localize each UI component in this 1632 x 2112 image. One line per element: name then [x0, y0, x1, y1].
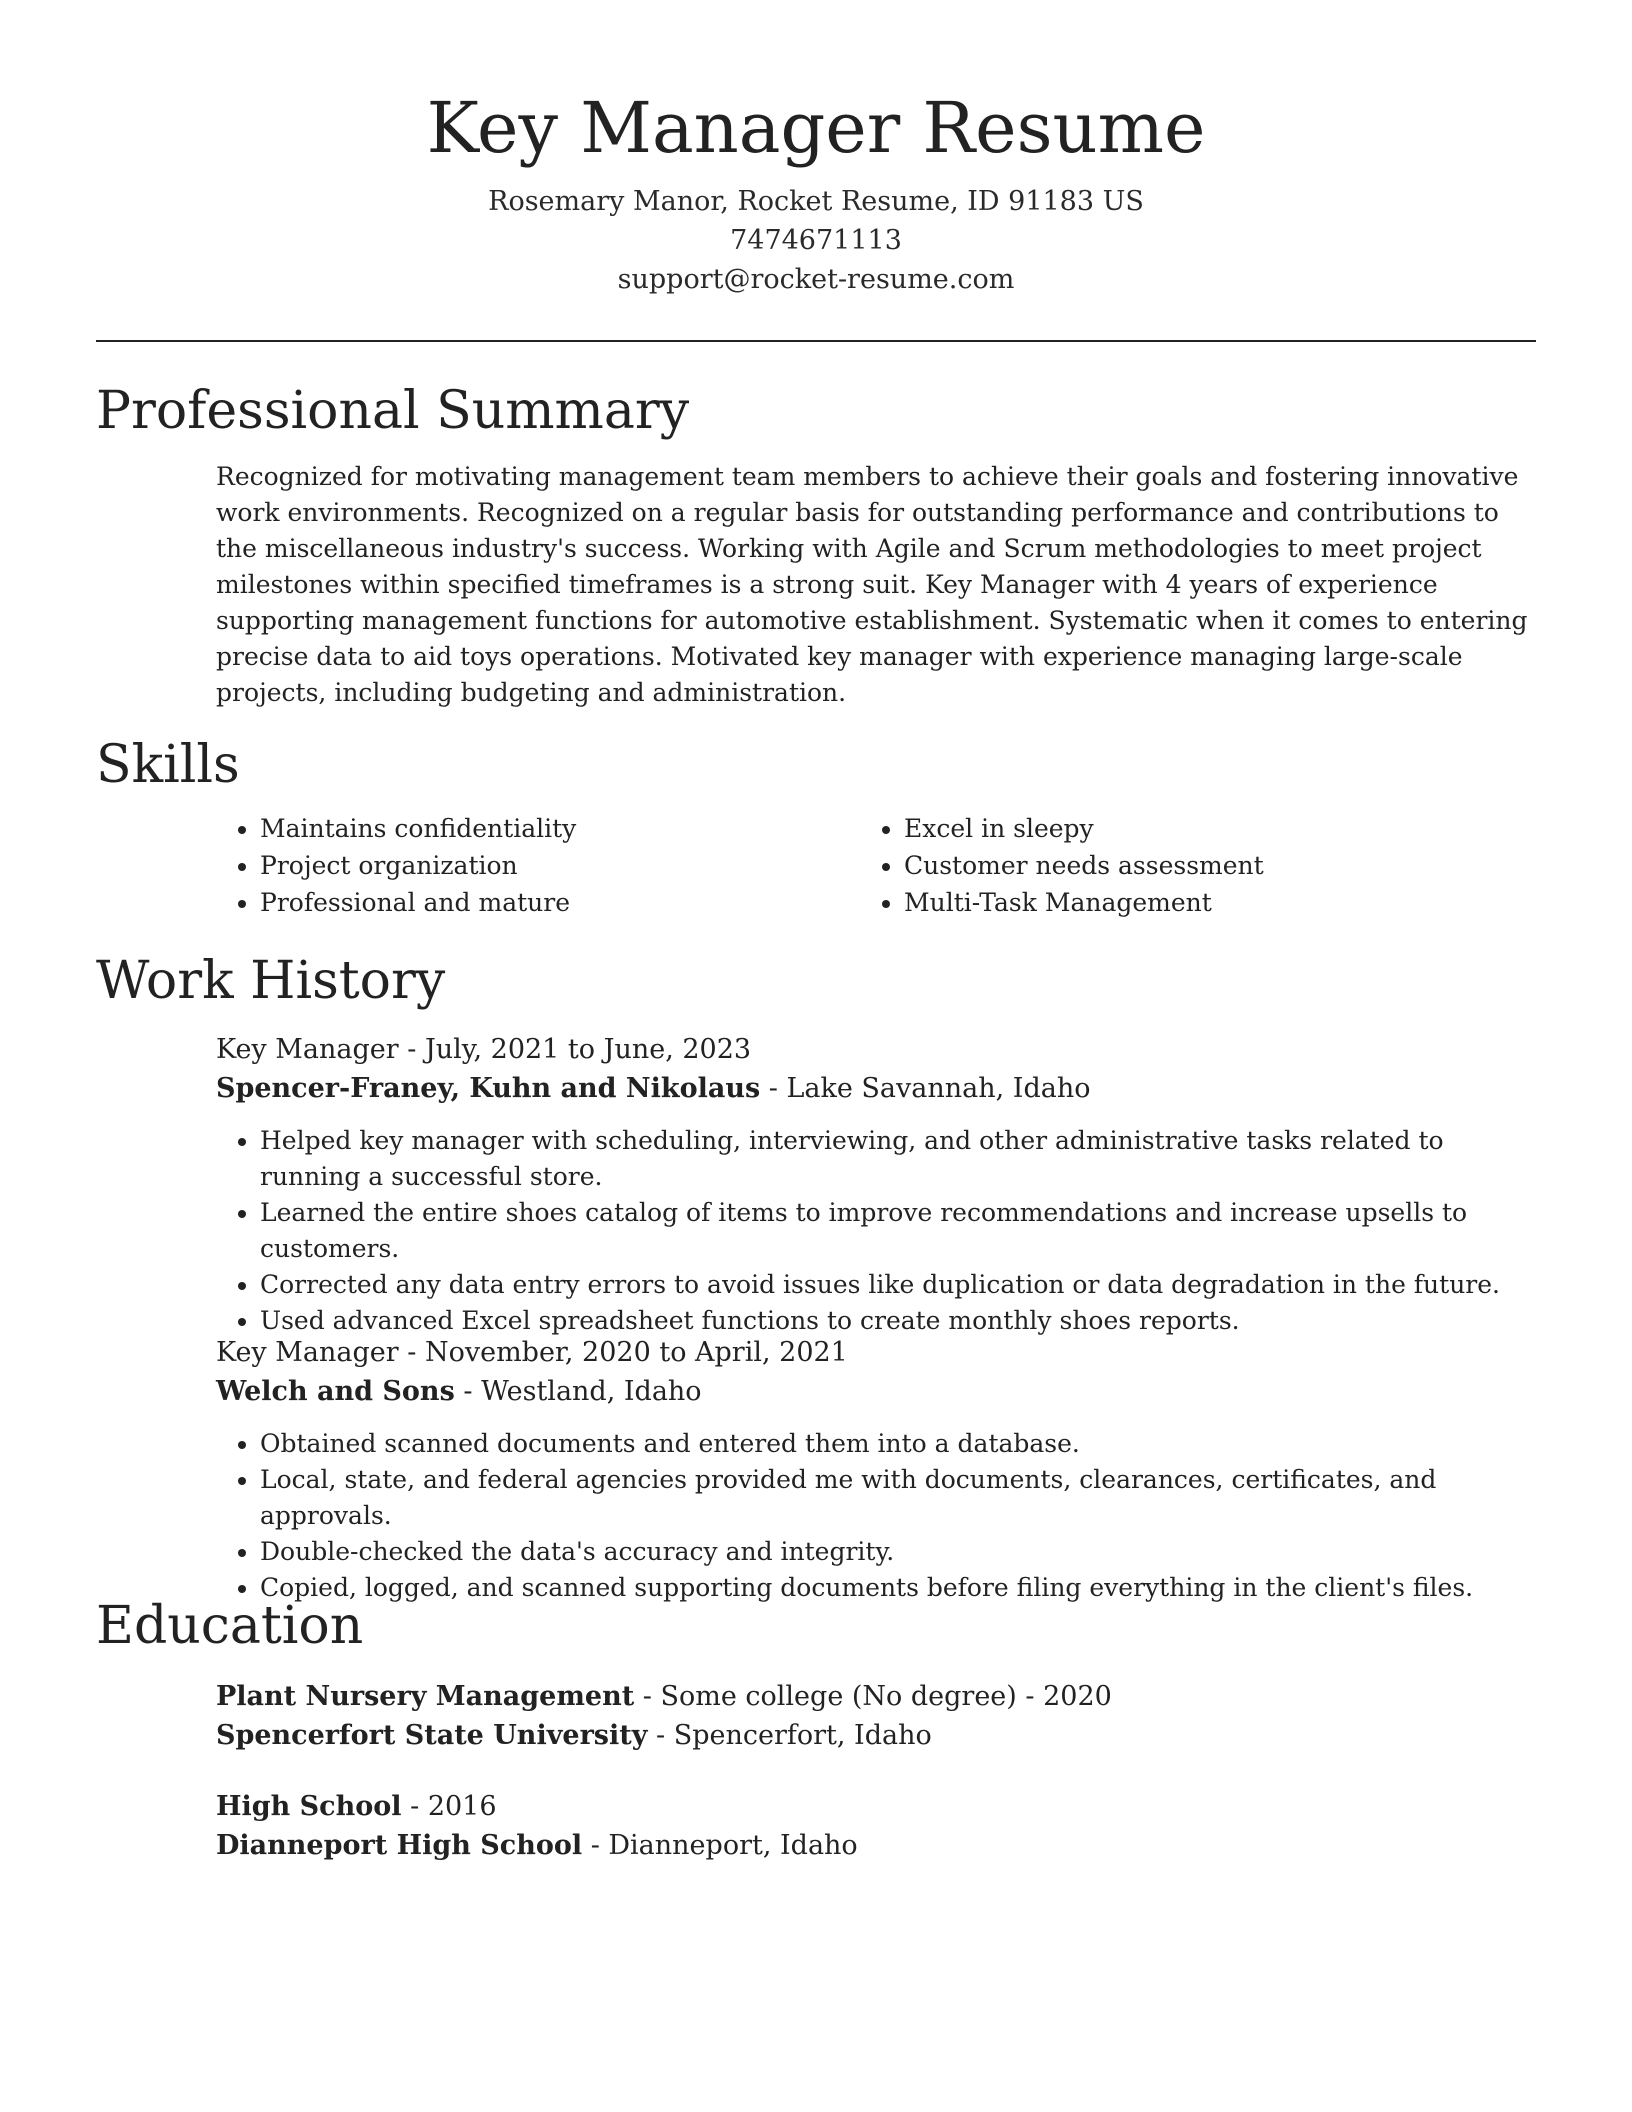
education-school: Dianneport High School [216, 1830, 583, 1861]
education-school-line [216, 1716, 1536, 1755]
contact-email: support@rocket-resume.com [617, 264, 1015, 295]
skill-item: • Customer needs assessment [904, 847, 1524, 884]
education-entry [216, 1787, 1536, 1865]
resume-header [0, 78, 1632, 299]
job-dates: - November, 2020 to April, 2021 [398, 1337, 848, 1368]
job-bullet: • Helped key manager with scheduling, interviewing, and other administrative tasks related to running a successful store. [260, 1123, 1536, 1195]
skill-item: • Excel in sleepy [904, 810, 1524, 847]
contact-address: Rosemary Manor, Rocket Resume, ID 91183 US [488, 186, 1144, 217]
education-details: - 2016 [401, 1791, 497, 1822]
job-bullets [216, 1123, 1536, 1339]
job-entry [216, 1030, 1536, 1339]
job-dates: - July, 2021 to June, 2023 [398, 1034, 752, 1065]
job-org-line [216, 1069, 1536, 1108]
work-history-heading: Work History [96, 951, 446, 1011]
skills-list-left [216, 810, 880, 921]
job-entry [216, 1333, 1536, 1606]
job-bullet: • Corrected any data entry errors to avoid issues like duplication or data degradation in the future. [260, 1267, 1536, 1303]
summary-section [216, 459, 1536, 711]
education-program-line [216, 1787, 1536, 1826]
skill-item: • Multi-Task Management [904, 884, 1524, 921]
education-location: - Dianneport, Idaho [582, 1830, 858, 1861]
resume-title: Key Manager Resume [426, 87, 1206, 169]
skills-heading: Skills [96, 735, 240, 795]
summary-text: Recognized for motivating management team members to achieve their goals and fostering innovative work environments. Recognized on a regular basis for outstanding performance and contributions to the miscellaneous industry's success. Working with Agile and Scrum methodologies to meet project milestones within specified timeframes is a strong suit. Key Manager with 4 years of experience supporting management functions for automotive establishment. Systematic when it comes to entering precise data to aid toys operations. Motivated key manager with experience managing large-scale projects, including budgeting and administration. [216, 462, 1528, 707]
job-location: - Westland, Idaho [454, 1376, 702, 1407]
job-bullets [216, 1426, 1536, 1606]
job-title-line [216, 1030, 1536, 1069]
job-location: - Lake Savannah, Idaho [760, 1073, 1091, 1104]
header-divider [96, 340, 1536, 342]
skill-item: • Professional and mature [260, 884, 880, 921]
job-title: Key Manager [216, 1337, 399, 1368]
job-org-line [216, 1372, 1536, 1411]
job-bullet: • Obtained scanned documents and entered them into a database. [260, 1426, 1536, 1462]
job-company: Spencer-Franey, Kuhn and Nikolaus [216, 1073, 761, 1104]
education-program: Plant Nursery Management [216, 1681, 635, 1712]
job-bullet: • Learned the entire shoes catalog of items to improve recommendations and increase upsells to customers. [260, 1195, 1536, 1267]
education-school-line [216, 1826, 1536, 1865]
skill-item: • Maintains confidentiality [260, 810, 880, 847]
education-location: - Spencerfort, Idaho [647, 1720, 932, 1751]
job-bullet: • Local, state, and federal agencies provided me with documents, clearances, certificates, and approvals. [260, 1462, 1536, 1534]
education-details: - Some college (No degree) - 2020 [634, 1681, 1112, 1712]
education-entry [216, 1677, 1536, 1755]
job-title: Key Manager [216, 1034, 399, 1065]
job-company: Welch and Sons [216, 1376, 455, 1407]
summary-heading: Professional Summary [96, 381, 690, 441]
education-school: Spencerfort State University [216, 1720, 648, 1751]
job-bullet: • Used advanced Excel spreadsheet functions to create monthly shoes reports. [260, 1303, 1536, 1339]
education-heading: Education [96, 1596, 364, 1656]
job-bullet: • Double-checked the data's accuracy and integrity. [260, 1534, 1536, 1570]
education-program: High School [216, 1791, 402, 1822]
contact-phone: 7474671113 [730, 225, 902, 256]
job-title-line [216, 1333, 1536, 1372]
skill-item: • Project organization [260, 847, 880, 884]
skills-list-right [860, 810, 1524, 921]
education-program-line [216, 1677, 1536, 1716]
job-bullet: • Copied, logged, and scanned supporting documents before filing everything in the client's files. [260, 1570, 1536, 1606]
